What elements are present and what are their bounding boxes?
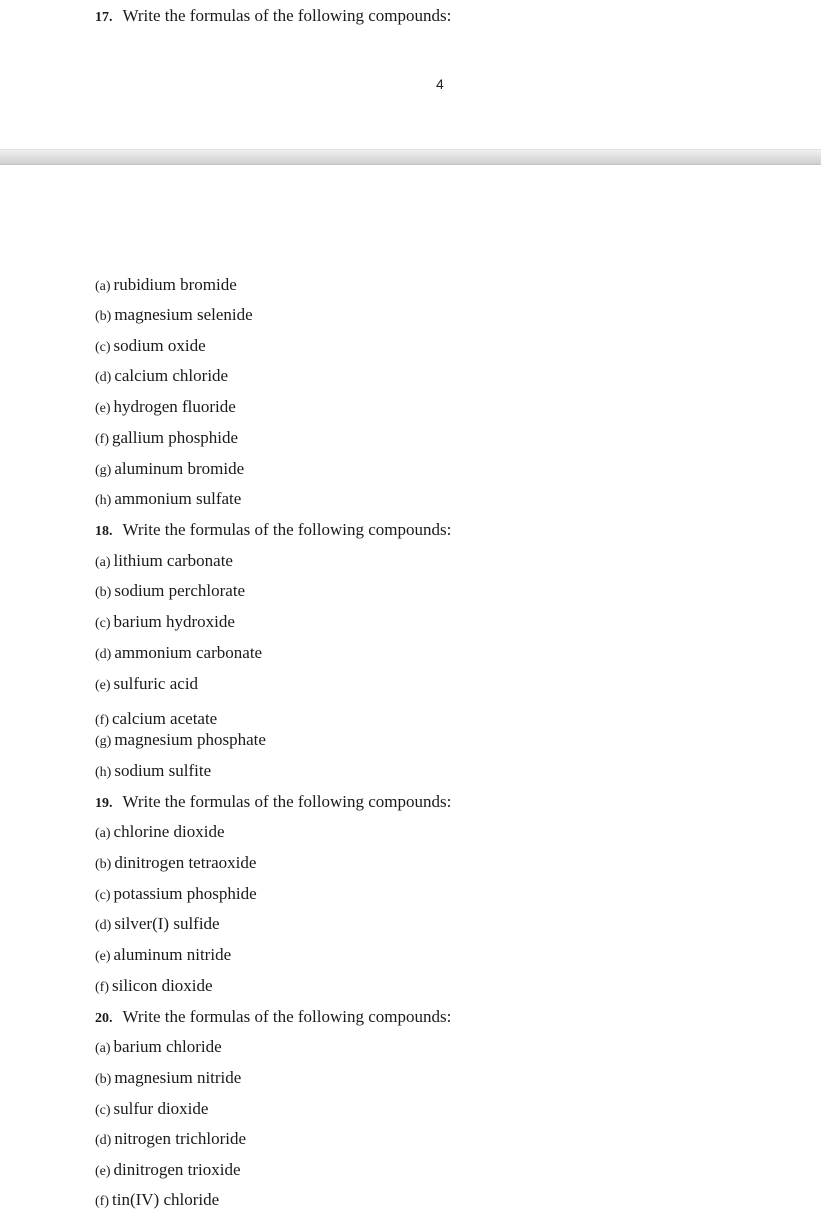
- question-text: Write the formulas of the following compounds:: [122, 792, 452, 811]
- item-text: sulfur dioxide: [113, 1099, 209, 1118]
- item-letter: (b): [95, 857, 112, 872]
- list-item: [95, 853, 256, 875]
- list-item: [95, 1068, 241, 1090]
- question-19-heading: [95, 792, 451, 814]
- item-text: aluminum nitride: [113, 945, 232, 964]
- list-item: [95, 305, 253, 327]
- item-letter: (a): [95, 826, 111, 841]
- list-item: [95, 1160, 241, 1182]
- item-text: gallium phosphide: [112, 428, 239, 447]
- item-letter: (f): [95, 432, 109, 447]
- list-item: [95, 428, 238, 450]
- question-number: 20.: [95, 1011, 113, 1026]
- item-text: rubidium bromide: [113, 275, 237, 294]
- list-item: [95, 822, 225, 844]
- item-text: tin(IV) chloride: [112, 1190, 220, 1209]
- item-text: aluminum bromide: [114, 459, 245, 478]
- list-item: [95, 730, 266, 752]
- item-text: sodium sulfite: [114, 761, 212, 780]
- list-item: [95, 366, 228, 388]
- item-letter: (e): [95, 678, 111, 693]
- item-text: barium chloride: [113, 1037, 222, 1056]
- item-letter: (c): [95, 888, 111, 903]
- item-text: lithium carbonate: [113, 551, 233, 570]
- item-text: dinitrogen trioxide: [113, 1160, 241, 1179]
- list-item: [95, 275, 237, 297]
- list-item: [95, 643, 262, 665]
- list-item: [95, 945, 231, 967]
- item-letter: (a): [95, 279, 111, 294]
- question-17-heading-top: [95, 6, 451, 28]
- question-number: 17.: [95, 10, 113, 25]
- item-letter: (f): [95, 980, 109, 995]
- item-text: ammonium carbonate: [114, 643, 263, 662]
- item-text: nitrogen trichloride: [114, 1129, 247, 1148]
- list-item: [95, 884, 257, 906]
- item-text: calcium chloride: [114, 366, 229, 385]
- question-text: Write the formulas of the following compounds:: [122, 6, 452, 25]
- item-text: sodium perchlorate: [114, 581, 246, 600]
- question-number: 18.: [95, 524, 113, 539]
- question-text: Write the formulas of the following compounds:: [122, 1007, 452, 1026]
- item-text: ammonium sulfate: [114, 489, 242, 508]
- item-letter: (b): [95, 309, 112, 324]
- list-item: [95, 1129, 246, 1151]
- item-letter: (a): [95, 555, 111, 570]
- item-letter: (b): [95, 1072, 112, 1087]
- item-letter: (d): [95, 918, 112, 933]
- item-text: calcium acetate: [112, 709, 218, 728]
- list-item: [95, 612, 235, 634]
- item-text: magnesium phosphate: [114, 730, 266, 749]
- list-item: [95, 761, 211, 783]
- list-item: [95, 914, 220, 936]
- list-item: [95, 976, 213, 998]
- item-letter: (c): [95, 340, 111, 355]
- item-letter: (f): [95, 713, 109, 728]
- item-letter: (g): [95, 734, 112, 749]
- item-text: magnesium selenide: [114, 305, 253, 324]
- list-item: [95, 551, 233, 573]
- item-letter: (g): [95, 463, 112, 478]
- list-item: [95, 489, 241, 511]
- item-letter: (d): [95, 647, 112, 662]
- item-text: hydrogen fluoride: [113, 397, 236, 416]
- item-text: silver(I) sulfide: [114, 914, 220, 933]
- list-item: [95, 459, 244, 481]
- item-text: magnesium nitride: [114, 1068, 242, 1087]
- list-item: [95, 1099, 208, 1121]
- list-item: [95, 1037, 222, 1059]
- item-text: barium hydroxide: [113, 612, 235, 631]
- item-text: potassium phosphide: [113, 884, 257, 903]
- item-letter: (c): [95, 616, 111, 631]
- item-text: sodium oxide: [113, 336, 206, 355]
- item-letter: (e): [95, 401, 111, 416]
- item-letter: (h): [95, 493, 112, 508]
- item-letter: (d): [95, 370, 112, 385]
- item-text: silicon dioxide: [112, 976, 213, 995]
- question-20-heading: [95, 1007, 451, 1029]
- list-item: [95, 1190, 219, 1212]
- item-letter: (b): [95, 585, 112, 600]
- question-text: Write the formulas of the following compounds:: [122, 520, 452, 539]
- item-letter: (a): [95, 1041, 111, 1056]
- page-separator: [0, 149, 821, 165]
- item-text: sulfuric acid: [113, 674, 199, 693]
- item-letter: (d): [95, 1133, 112, 1148]
- list-item: [95, 674, 198, 696]
- list-item: [95, 397, 236, 419]
- list-item: [95, 581, 245, 603]
- list-item: [95, 336, 206, 358]
- page-number: 4: [436, 76, 444, 92]
- question-18-heading: [95, 520, 451, 542]
- item-letter: (e): [95, 949, 111, 964]
- item-letter: (c): [95, 1103, 111, 1118]
- item-text: dinitrogen tetraoxide: [114, 853, 257, 872]
- list-item: [95, 709, 217, 731]
- item-text: chlorine dioxide: [113, 822, 225, 841]
- item-letter: (f): [95, 1194, 109, 1209]
- item-letter: (e): [95, 1164, 111, 1179]
- item-letter: (h): [95, 765, 112, 780]
- question-number: 19.: [95, 796, 113, 811]
